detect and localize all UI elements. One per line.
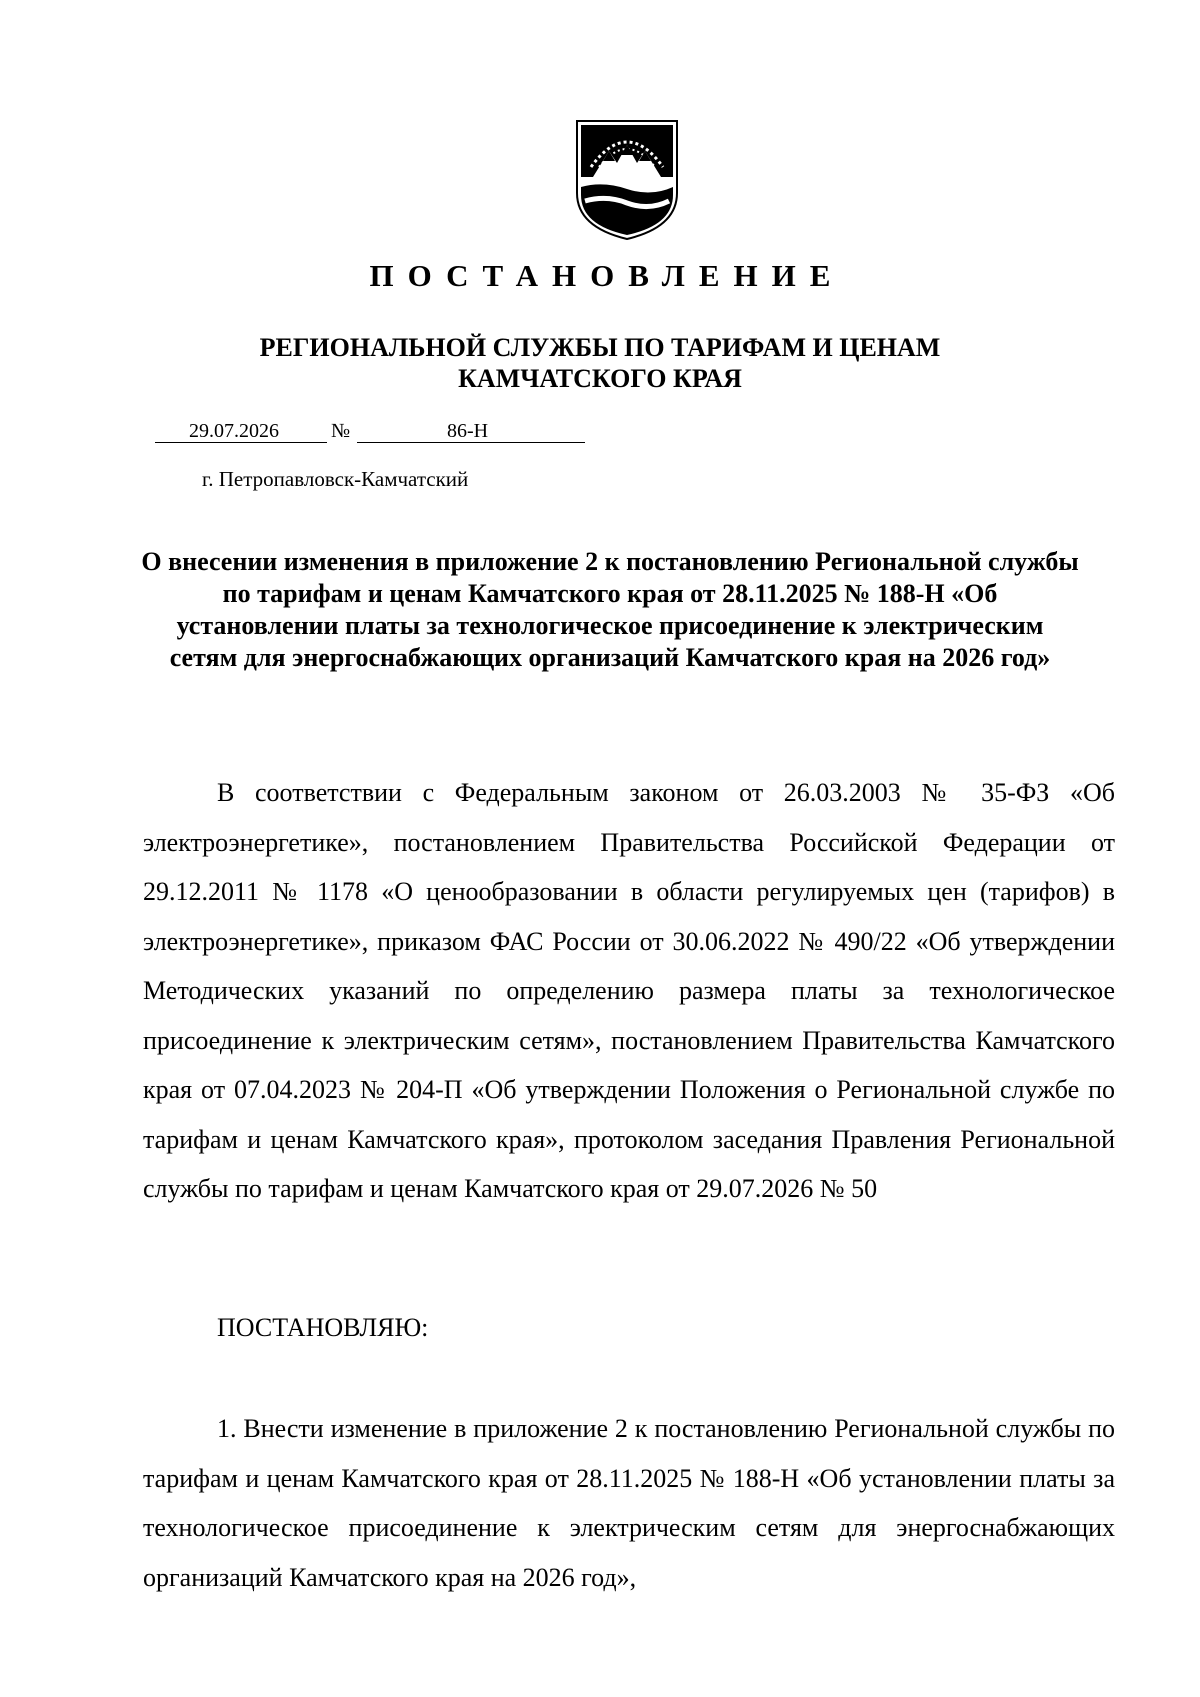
document-type-title: ПОСТАНОВЛЕНИЕ [369,258,845,293]
agency-name-line-2: КАМЧАТСКОГО КРАЯ [458,364,742,393]
decree-word: ПОСТАНОВЛЯЮ: [217,1313,429,1342]
city: г. Петропавловск-Камчатский [202,467,469,491]
agency-name [0,332,1200,394]
number-sign: № [331,420,351,442]
preamble-paragraph: В соответствии с Федеральным законом от 26.03.2003 № 35-ФЗ «Об электроэнергетике», постановлением Правительства Российской Федерации от 29.12.2011 № 1178 «О ценообразовании в области регулируемых цен (тарифов) в электроэнергетике», приказом ФАС России от 30.06.2022 № 490/22 «Об утверждении Методических указаний по определению размера платы за технологическое присоединение к электрическим сетям», постановлением Правительства Камчатского края от 07.04.2023 № 204-П «Об утверждении Положения о Региональной службе по тарифам и ценам Камчатского края», протоколом заседания Правления Региональной службы по тарифам и ценам Камчатского края от 29.07.2026 № 50 [143,778,1115,1203]
document-number: 86-Н [447,420,489,442]
document-subject: О внесении изменения в приложение 2 к постановлению Региональной службы по тарифам и ценам Камчатского края от 28.11.2025 № 188-Н «Об установлении платы за технологическое присоединение к электрическим сетям для энергоснабжающих организаций Камчатского края на 2026 год» [141,547,1079,672]
document-date: 29.07.2026 [189,420,279,442]
date-number-row [155,420,585,448]
kamchatka-coat-of-arms-icon [573,115,681,243]
agency-name-line-1: РЕГИОНАЛЬНОЙ СЛУЖБЫ ПО ТАРИФАМ И ЦЕНАМ [259,333,941,362]
item-1-paragraph: 1. Внести изменение в приложение 2 к постановлению Региональной службы по тарифам и ценам Камчатского края от 28.11.2025 № 188-Н «Об установлении платы за технологическое присоединение к электрическим сетям для энергоснабжающих организаций Камчатского края на 2026 год», [143,1414,1115,1592]
